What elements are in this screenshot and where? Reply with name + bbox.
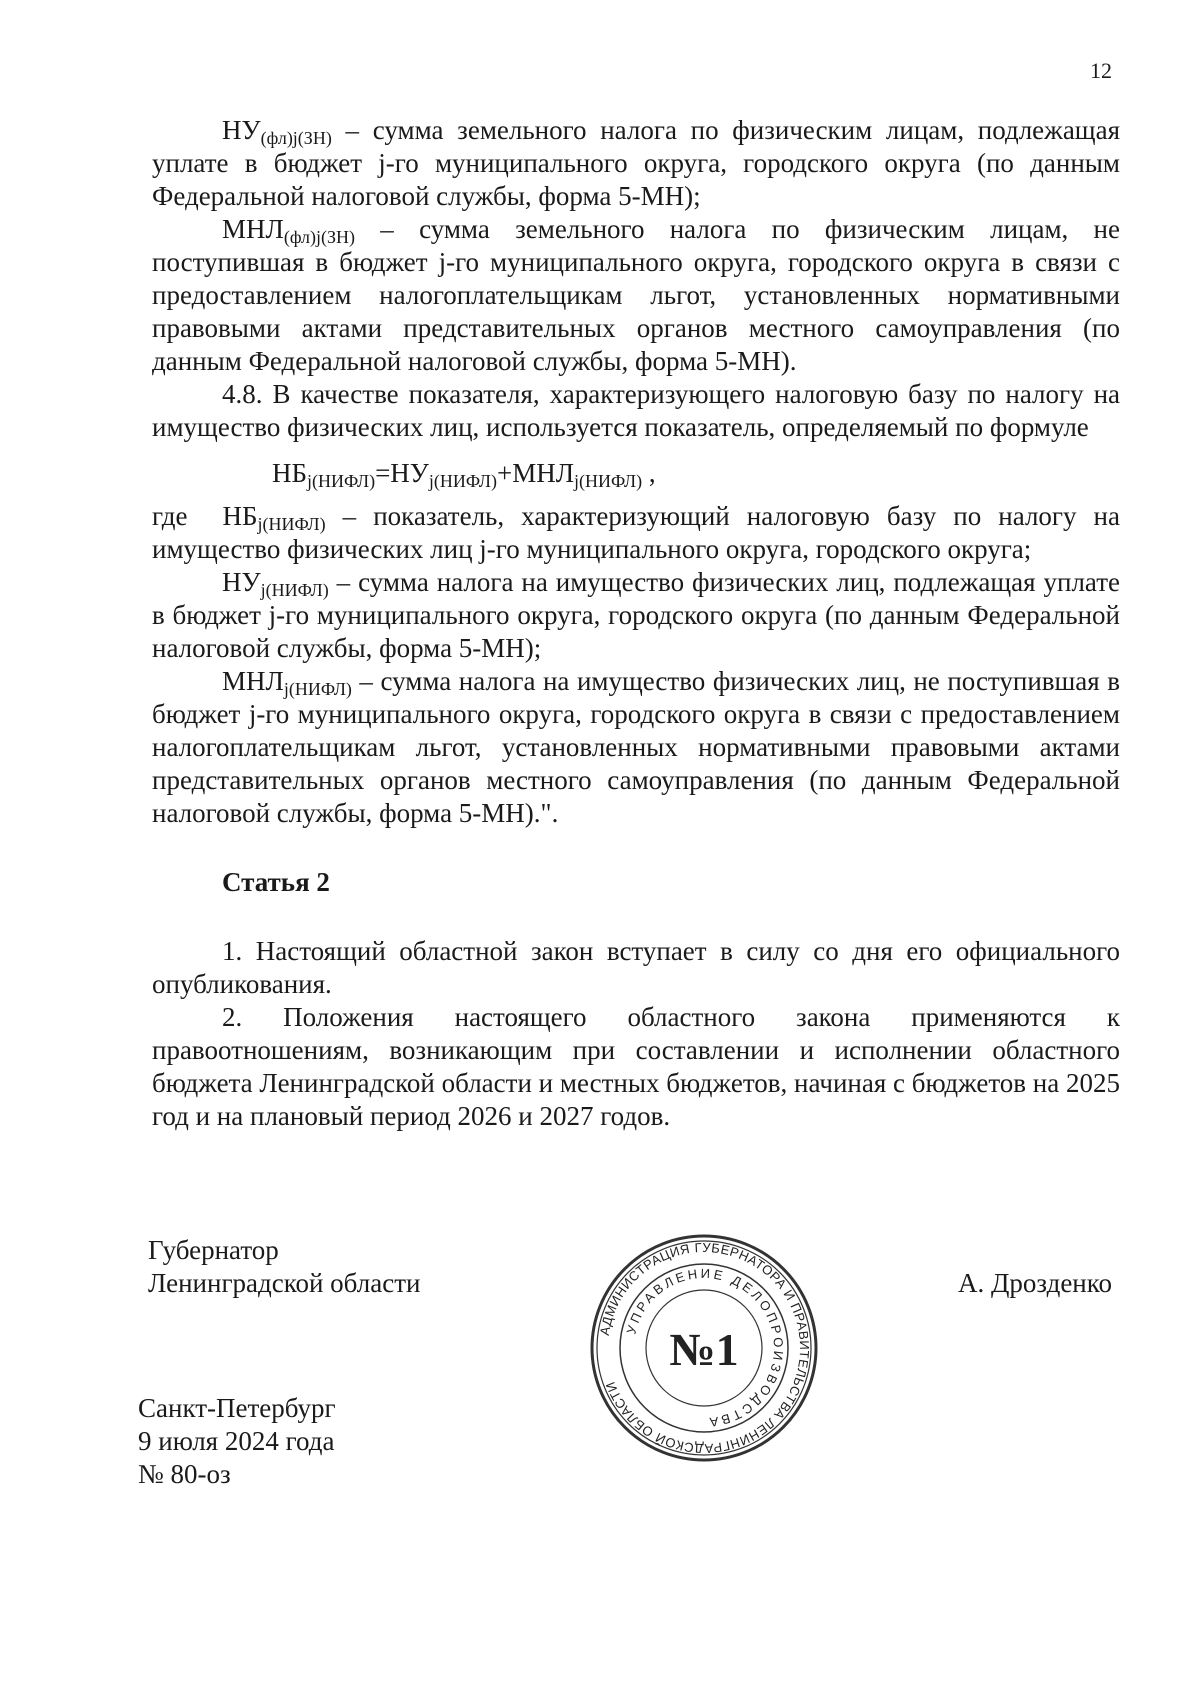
signing-city: Санкт-Петербург [138, 1393, 336, 1423]
seal-inner-text: УПРАВЛЕНИЕ ДЕЛОПРОИЗВОДСТВА [623, 1265, 787, 1431]
definition: – сумма земельного налога по физическим лицам, подлежащая уплате в бюджет j-го муниципального округа, городского округа (по данным Федеральной налоговой службы, форма 5-МН); [152, 115, 1120, 211]
law-number: № 80-оз [138, 1459, 231, 1489]
paragraph-property-tax-benefits [152, 665, 1120, 830]
term: НБ [222, 501, 258, 531]
seal-center-number: №1 [669, 1324, 739, 1375]
formula-subscript: j(НИФЛ) [307, 471, 376, 491]
article-heading: Статья 2 [222, 867, 330, 897]
paragraph-land-tax-due [152, 114, 1120, 213]
term-subscript: (фл)j(ЗН) [283, 227, 356, 247]
term: МНЛ [222, 214, 284, 244]
formula [152, 457, 1120, 490]
signatory-title [148, 1234, 420, 1300]
paragraph-4-8: 4.8. В качестве показателя, характеризующего налоговую базу по налогу на имущество физических лиц, используется показатель, определяемый по формуле [152, 379, 1120, 442]
formula-subscript: j(НИФЛ) [574, 471, 643, 491]
term-subscript: j(НИФЛ) [257, 514, 326, 534]
page-number: 12 [1090, 58, 1112, 83]
signing-date: 9 июля 2024 года [138, 1426, 335, 1456]
where-prefix: где [152, 501, 205, 531]
term-subscript: (фл)j(ЗН) [260, 128, 332, 148]
formula-subscript: j(НИФЛ) [428, 471, 497, 491]
signatory-title-line: Губернатор [148, 1235, 279, 1265]
seal-outer-text: АДМИНИСТРАЦИЯ ГУБЕРНАТОРА И ПРАВИТЕЛЬСТВА ЛЕНИНГРАДСКОЙ ОБЛАСТИ [596, 1239, 813, 1457]
article-item-2: 2. Положения настоящего областного закона применяются к правоотношениям, возникающим при составлении и исполнении областного бюджета Ленинградской области и местных бюджетов, начиная с бюджетов на 2025 год и на плановый период 2026 и 2027 годов. [152, 1002, 1120, 1131]
formula-part: НБ [272, 458, 308, 488]
signing-place-date [138, 1392, 336, 1491]
term-subscript: j(НИФЛ) [260, 580, 329, 600]
definition: – показатель, характеризующий налоговую базу по налогу на имущество физических лиц j-го муниципального округа, городского округа; [152, 501, 1120, 564]
definition: – сумма налога на имущество физических лиц, подлежащая уплате в бюджет j-го муниципального округа, городского округа (по данным Федеральной налоговой службы, форма 5-МН); [152, 567, 1120, 663]
paragraph-where [152, 500, 1120, 566]
article-item-1: 1. Настоящий областной закон вступает в силу со дня его официального опубликования. [152, 936, 1120, 999]
paragraph-land-tax-benefits [152, 213, 1120, 378]
definition: – сумма земельного налога по физическим лицам, не поступившая в бюджет j-го муниципального округа, городского округа в связи с предоставлением налогоплательщикам льгот, установленных нормативными правовыми актами представительных органов местного самоуправления (по данным Федеральной налоговой службы, форма 5-МН). [152, 214, 1120, 376]
signatory-name: А. Дрозденко [957, 1268, 1112, 1298]
formula-part: +МНЛ [496, 458, 575, 488]
formula-part: , [642, 458, 656, 488]
term-subscript: j(НИФЛ) [283, 679, 352, 699]
term: НУ [222, 567, 261, 597]
formula-part: =НУ [375, 458, 429, 488]
official-seal [588, 1232, 820, 1464]
term: НУ [222, 115, 261, 145]
signatory-title-line: Ленинградской области [148, 1268, 421, 1298]
definition: – сумма налога на имущество физических лиц, не поступившая в бюджет j-го муниципального округа, городского округа в связи с предоставлением налогоплательщикам льгот, установленных нормативными правовыми актами представительных органов местного самоуправления (по данным Федеральной налоговой службы, форма 5-МН).". [152, 666, 1120, 828]
document-body [152, 114, 1120, 1133]
term: МНЛ [222, 666, 284, 696]
paragraph-property-tax-due [152, 566, 1120, 665]
